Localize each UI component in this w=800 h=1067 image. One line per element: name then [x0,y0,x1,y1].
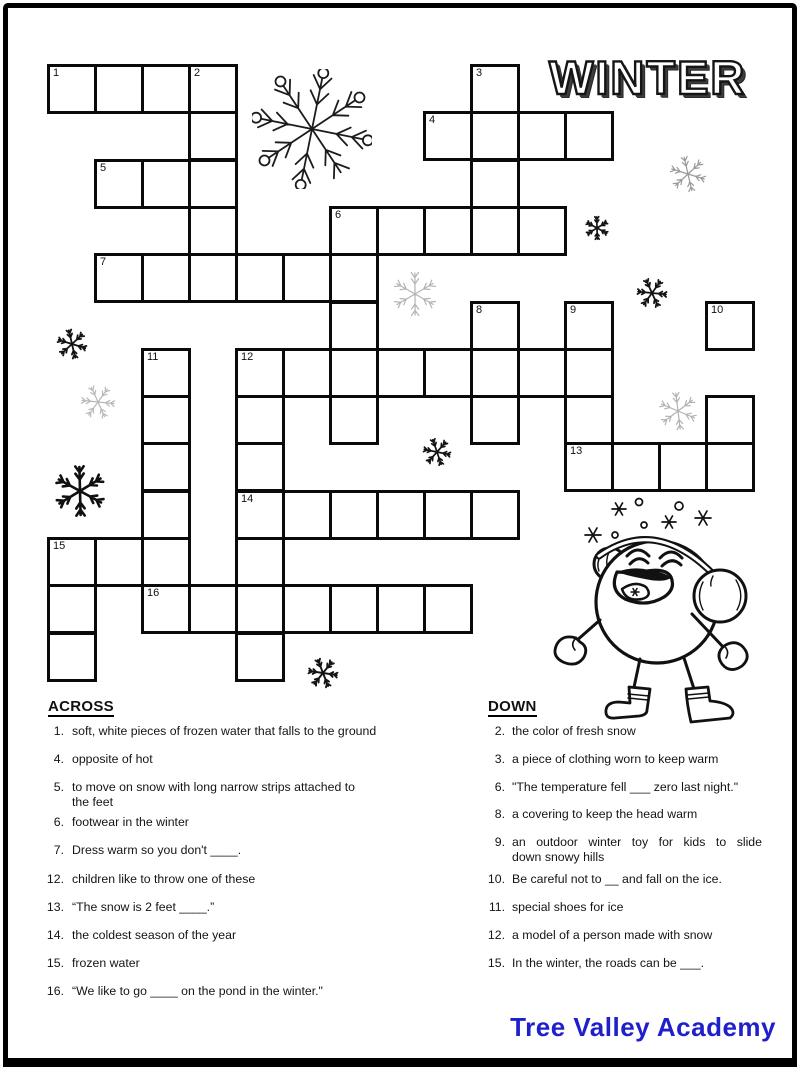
grid-cell[interactable] [282,253,332,303]
grid-cell[interactable] [141,348,191,398]
grid-cell[interactable] [329,395,379,445]
cell-number: 12 [241,351,254,363]
clue-item [478,835,762,864]
clue-text: “We like to go ____ on the pond in the winter." [72,984,323,998]
brand-logo: Tree Valley Academy [510,1012,776,1042]
right-earmuff-icon [694,570,746,622]
clue-number: 8. [494,807,505,821]
clue-text: special shoes for ice [512,900,624,914]
grid-cell[interactable] [611,442,661,492]
cell-number: 10 [711,304,724,316]
clue-item [38,843,241,858]
grid-cell[interactable] [235,395,285,445]
grid-cell[interactable] [564,301,614,351]
laughing-mouth [614,568,672,603]
clue-item [478,780,738,795]
grid-cell[interactable] [470,159,520,209]
grid-cell[interactable] [564,111,614,161]
grid-cell[interactable] [235,442,285,492]
grid-cell[interactable] [235,253,285,303]
grid-cell[interactable] [423,348,473,398]
clue-item [478,724,636,739]
grid-cell[interactable] [470,111,520,161]
clue-number: 2. [494,724,505,738]
grid-cell[interactable] [470,64,520,114]
clue-number: 6. [53,815,64,829]
clue-item [38,872,255,887]
cell-number: 3 [476,67,483,79]
clue-number: 15. [487,956,505,970]
clue-number: 12. [46,872,64,886]
grid-cell[interactable] [141,442,191,492]
snowflake-icon [663,149,713,199]
clue-text: children like to throw one of these [72,872,256,886]
clue-text: soft, white pieces of frozen water that falls to the ground [72,724,377,738]
grid-cell[interactable] [94,253,144,303]
left-mitten-icon [555,637,586,664]
left-boot-icon [606,687,650,718]
grid-cell[interactable] [141,64,191,114]
clue-item [478,752,718,767]
cell-number: 9 [570,304,577,316]
snowflake-icon [416,431,458,473]
snowflake-icon [652,385,704,437]
clue-number: 11. [488,900,505,914]
clue-item [478,807,697,822]
grid-cell[interactable] [188,159,238,209]
grid-cell[interactable] [517,348,567,398]
grid-cell[interactable] [141,253,191,303]
clue-item [38,752,153,767]
grid-cell[interactable] [376,206,426,256]
cell-number: 15 [53,540,66,552]
grid-cell[interactable] [423,111,473,161]
clue-text: In the winter, the roads can be ___. [512,956,705,970]
grid-cell[interactable] [470,348,520,398]
clue-item [38,900,214,915]
snowman-character [543,492,793,727]
cell-number: 5 [100,162,107,174]
grid-cell[interactable] [705,301,755,351]
snowflake-icon [50,322,94,366]
grid-cell[interactable] [141,159,191,209]
cell-number: 14 [241,493,254,505]
grid-cell[interactable] [188,584,238,634]
grid-cell[interactable] [470,490,520,540]
grid-cell[interactable] [188,253,238,303]
clue-text: an outdoor winter toy for kids to slide down snowy hills [512,835,762,864]
snowflake-icon [48,459,112,523]
clue-item [478,956,704,971]
grid-cell[interactable] [141,537,191,587]
snowflake-icon [630,271,674,315]
clue-text: a model of a person made with snow [512,928,713,942]
snowflake-icon [386,265,444,323]
clue-text: “The snow is 2 feet ____.” [72,900,215,914]
across-heading: ACROSS [48,698,114,715]
clue-item [38,815,189,830]
grid-cell[interactable] [423,206,473,256]
clue-number: 16. [46,984,64,998]
clue-text: "The temperature fell ___ zero last night." [512,780,739,794]
grid-cell[interactable] [235,348,285,398]
clue-number: 13. [46,900,64,914]
snowflake-icon [74,378,122,426]
grid-cell[interactable] [423,584,473,634]
grid-cell[interactable] [658,442,708,492]
grid-cell[interactable] [235,490,285,540]
clue-text: the coldest season of the year [72,928,237,942]
grid-cell[interactable] [376,490,426,540]
clue-text: frozen water [72,956,140,970]
grid-cell[interactable] [329,253,379,303]
grid-cell[interactable] [705,442,755,492]
grid-cell[interactable] [235,584,285,634]
cell-number: 11 [147,351,159,363]
cell-number: 1 [53,67,60,79]
grid-cell[interactable] [564,395,614,445]
clue-item [38,780,412,809]
grid-cell[interactable] [329,301,379,351]
grid-cell[interactable] [47,537,97,587]
grid-cell[interactable] [376,348,426,398]
grid-cell[interactable] [376,584,426,634]
cell-number: 8 [476,304,483,316]
grid-cell[interactable] [235,632,285,682]
grid-cell[interactable] [188,206,238,256]
clue-text: to move on snow with long narrow strips attached to the feet [72,780,355,809]
clue-item [478,872,722,887]
cell-number: 13 [570,445,583,457]
grid-cell[interactable] [423,490,473,540]
grid-cell[interactable] [517,111,567,161]
right-boot-icon [686,687,733,722]
clue-number: 1. [53,724,64,738]
grid-cell[interactable] [470,301,520,351]
grid-cell[interactable] [329,490,379,540]
clue-text: opposite of hot [72,752,153,766]
cell-number: 16 [147,587,160,599]
grid-cell[interactable] [564,442,614,492]
clue-number: 15. [46,956,64,970]
cell-number: 2 [194,67,201,79]
grid-cell[interactable] [282,348,332,398]
down-heading: DOWN [488,698,537,715]
clue-text: footwear in the winter [72,815,189,829]
clue-number: 7. [53,843,64,857]
grid-cell[interactable] [329,584,379,634]
grid-cell[interactable] [188,111,238,161]
grid-cell[interactable] [94,159,144,209]
grid-cell[interactable] [329,206,379,256]
clue-number: 12. [487,928,505,942]
grid-cell[interactable] [517,206,567,256]
grid-cell[interactable] [705,395,755,445]
grid-cell[interactable] [47,632,97,682]
grid-cell[interactable] [329,348,379,398]
large-snowflake-icon [252,69,372,189]
clue-text: Dress warm so you don't ____. [72,843,242,857]
page-title: WINTER [549,51,747,104]
clue-number: 4. [53,752,64,766]
grid-cell[interactable] [235,537,285,587]
clue-item [38,956,140,971]
grid-cell[interactable] [141,584,191,634]
right-mitten-icon [719,643,747,670]
snowflake-icon [578,209,616,247]
cell-number: 7 [100,256,107,268]
grid-cell[interactable] [141,395,191,445]
grid-cell[interactable] [94,537,144,587]
clue-item [38,724,376,739]
clue-text: a covering to keep the head warm [512,807,698,821]
clue-number: 10. [487,872,505,886]
grid-cell[interactable] [47,64,97,114]
clue-text: Be careful not to __ and fall on the ice. [512,872,722,886]
sparkle-snowflakes-icon [585,499,711,543]
clue-item [38,984,323,999]
cell-number: 6 [335,209,342,221]
clue-item [38,928,236,943]
snowflake-icon [301,651,345,695]
clue-number: 14. [46,928,64,942]
clue-number: 9. [494,835,505,849]
grid-cell[interactable] [470,206,520,256]
grid-cell[interactable] [94,64,144,114]
grid-cell[interactable] [282,490,332,540]
clue-text: the color of fresh snow [512,724,636,738]
grid-cell[interactable] [141,490,191,540]
clue-item [478,928,712,943]
clue-text: a piece of clothing worn to keep warm [512,752,719,766]
grid-cell[interactable] [470,395,520,445]
clue-number: 5. [53,780,64,794]
clue-number: 3. [494,752,505,766]
clue-item [478,900,623,915]
grid-cell[interactable] [188,64,238,114]
cell-number: 4 [429,114,436,126]
grid-cell[interactable] [47,584,97,634]
grid-cell[interactable] [282,584,332,634]
clue-number: 6. [494,780,505,794]
grid-cell[interactable] [564,348,614,398]
